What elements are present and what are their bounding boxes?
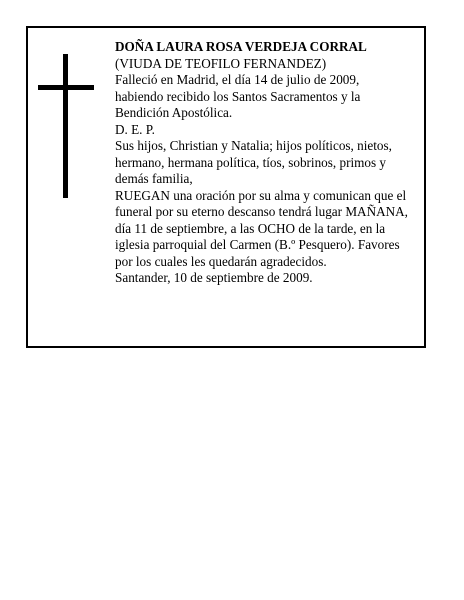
- obituary-text: [115, 39, 421, 287]
- request-line-2: funeral por su eterno descanso tendrá lugar MAÑANA,: [115, 204, 408, 219]
- cross-icon: [36, 54, 96, 198]
- deceased-name: DOÑA LAURA ROSA VERDEJA CORRAL: [115, 39, 367, 54]
- request-line-1: RUEGAN una oración por su alma y comunican que el: [115, 187, 407, 203]
- request-line-5: por los cuales les quedarán agradecidos.: [115, 253, 327, 269]
- death-statement-line-3: Bendición Apostólica.: [115, 105, 233, 120]
- cross-horizontal-bar: [38, 85, 94, 90]
- family-line-3: demás familia,: [115, 171, 193, 186]
- cross-vertical-bar: [63, 54, 68, 198]
- widow-of-line: (VIUDA DE TEOFILO FERNANDEZ): [115, 55, 327, 71]
- family-line-1: Sus hijos, Christian y Natalia; hijos políticos, nietos,: [115, 138, 392, 153]
- request-line-4: iglesia parroquial del Carmen (B.º Pesquero). Favores: [115, 237, 400, 252]
- family-line-2: hermano, hermana política, tíos, sobrinos, primos y: [115, 154, 387, 170]
- place-date-line: Santander, 10 de septiembre de 2009.: [115, 270, 313, 285]
- request-line-3: día 11 de septiembre, a las OCHO de la tarde, en la: [115, 220, 386, 236]
- rip-line: D. E. P.: [115, 121, 155, 137]
- death-statement-line-2: habiendo recibido los Santos Sacramentos y la: [115, 88, 361, 104]
- death-statement-line-1: Falleció en Madrid, el día 14 de julio de 2009,: [115, 72, 360, 87]
